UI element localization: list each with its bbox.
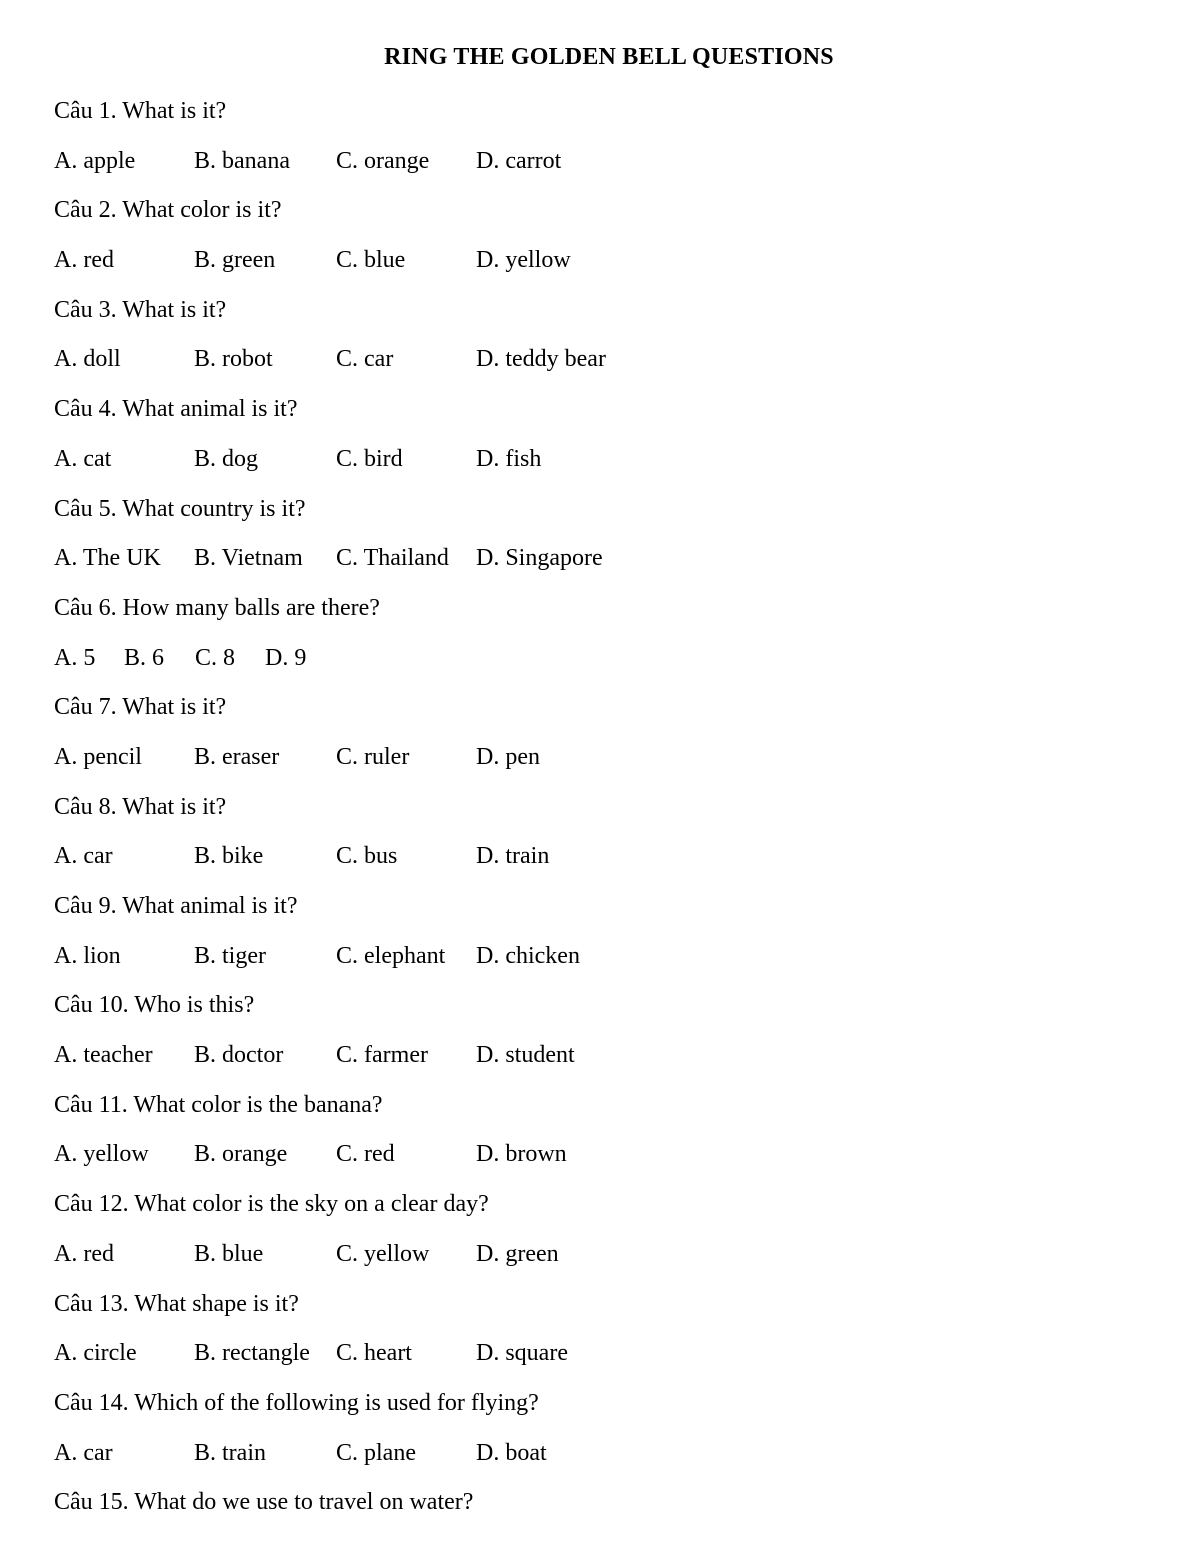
option-c: C. bird — [336, 445, 403, 472]
options-5 — [54, 543, 1174, 593]
question-8: Câu 8. What is it? — [54, 793, 227, 820]
question-15: Câu 15. What do we use to travel on water? — [54, 1489, 474, 1516]
option-a: A. cat — [54, 445, 112, 472]
question-5: Câu 5. What country is it? — [54, 495, 306, 522]
option-c: C. blue — [336, 247, 406, 274]
option-b: B. eraser — [194, 743, 280, 770]
question-2: Câu 2. What color is it? — [54, 197, 282, 224]
question-6: Câu 6. How many balls are there? — [54, 594, 380, 621]
option-a: A. pencil — [54, 743, 142, 770]
option-c: C. 8 — [195, 644, 236, 671]
option-d: D. teddy bear — [476, 346, 606, 373]
option-b: B. bike — [194, 843, 264, 870]
option-d: D. fish — [476, 445, 542, 472]
option-c: C. farmer — [336, 1042, 428, 1069]
option-a: A. teacher — [54, 1042, 153, 1069]
option-d: D. chicken — [476, 942, 580, 969]
option-b: B. orange — [194, 1141, 288, 1168]
options-6 — [54, 643, 1174, 693]
option-d: D. green — [476, 1240, 559, 1267]
option-d: D. square — [476, 1340, 568, 1367]
option-d: D. student — [476, 1042, 575, 1069]
option-d: D. carrot — [476, 147, 562, 174]
option-c: C. red — [336, 1141, 395, 1168]
option-d: D. pen — [476, 743, 540, 770]
option-d: D. yellow — [476, 247, 571, 274]
question-13: Câu 13. What shape is it? — [54, 1290, 299, 1317]
option-c: C. car — [336, 346, 394, 373]
option-a: A. car — [54, 843, 113, 870]
options-13 — [54, 1338, 1174, 1388]
option-b: B. rectangle — [194, 1340, 310, 1367]
option-b: B. tiger — [194, 942, 266, 969]
question-14: Câu 14. Which of the following is used for flying? — [54, 1389, 539, 1416]
page-title: RING THE GOLDEN BELL QUESTIONS — [384, 44, 834, 70]
option-c: C. heart — [336, 1340, 412, 1367]
question-7: Câu 7. What is it? — [54, 694, 227, 721]
option-a: A. circle — [54, 1340, 137, 1367]
option-b: B. doctor — [194, 1042, 284, 1069]
option-d: D. boat — [476, 1439, 547, 1466]
option-c: C. ruler — [336, 743, 410, 770]
option-c: C. plane — [336, 1439, 416, 1466]
option-b: B. train — [194, 1439, 266, 1466]
options-4 — [54, 444, 1174, 494]
option-a: A. red — [54, 1240, 114, 1267]
options-1 — [54, 146, 1174, 196]
option-a: A. apple — [54, 147, 136, 174]
question-4: Câu 4. What animal is it? — [54, 396, 298, 423]
option-c: C. elephant — [336, 942, 446, 969]
option-b: B. 6 — [124, 644, 165, 671]
option-a: A. 5 — [54, 644, 96, 671]
options-2 — [54, 245, 1174, 295]
option-c: C. bus — [336, 843, 398, 870]
options-3 — [54, 344, 1174, 394]
option-b: B. robot — [194, 346, 273, 373]
question-10: Câu 10. Who is this? — [54, 992, 255, 1019]
options-11 — [54, 1139, 1174, 1189]
options-12 — [54, 1239, 1174, 1289]
question-9: Câu 9. What animal is it? — [54, 893, 298, 919]
option-b: B. banana — [194, 147, 290, 174]
option-b: B. dog — [194, 445, 259, 472]
option-b: B. blue — [194, 1240, 264, 1267]
option-a: A. red — [54, 247, 114, 274]
option-c: C. Thailand — [336, 545, 449, 572]
options-9 — [54, 941, 1174, 991]
question-12: Câu 12. What color is the sky on a clear day? — [54, 1191, 489, 1218]
option-a: A. doll — [54, 346, 121, 373]
question-1: Câu 1. What is it? — [54, 98, 227, 124]
options-10 — [54, 1040, 1174, 1090]
question-11: Câu 11. What color is the banana? — [54, 1091, 383, 1118]
option-b: B. Vietnam — [194, 545, 303, 572]
question-3: Câu 3. What is it? — [54, 296, 227, 323]
option-d: D. 9 — [265, 644, 307, 671]
option-a: A. lion — [54, 942, 121, 969]
option-d: D. train — [476, 843, 550, 870]
option-c: C. orange — [336, 147, 430, 174]
option-c: C. yellow — [336, 1240, 430, 1267]
option-d: D. brown — [476, 1141, 567, 1168]
option-a: A. yellow — [54, 1141, 149, 1168]
option-a: A. The UK — [54, 545, 161, 572]
options-7 — [54, 742, 1174, 792]
question-list — [54, 96, 1174, 1537]
options-8 — [54, 841, 1174, 891]
option-b: B. green — [194, 247, 276, 274]
options-14 — [54, 1438, 1174, 1488]
option-a: A. car — [54, 1439, 113, 1466]
option-d: D. Singapore — [476, 545, 603, 572]
